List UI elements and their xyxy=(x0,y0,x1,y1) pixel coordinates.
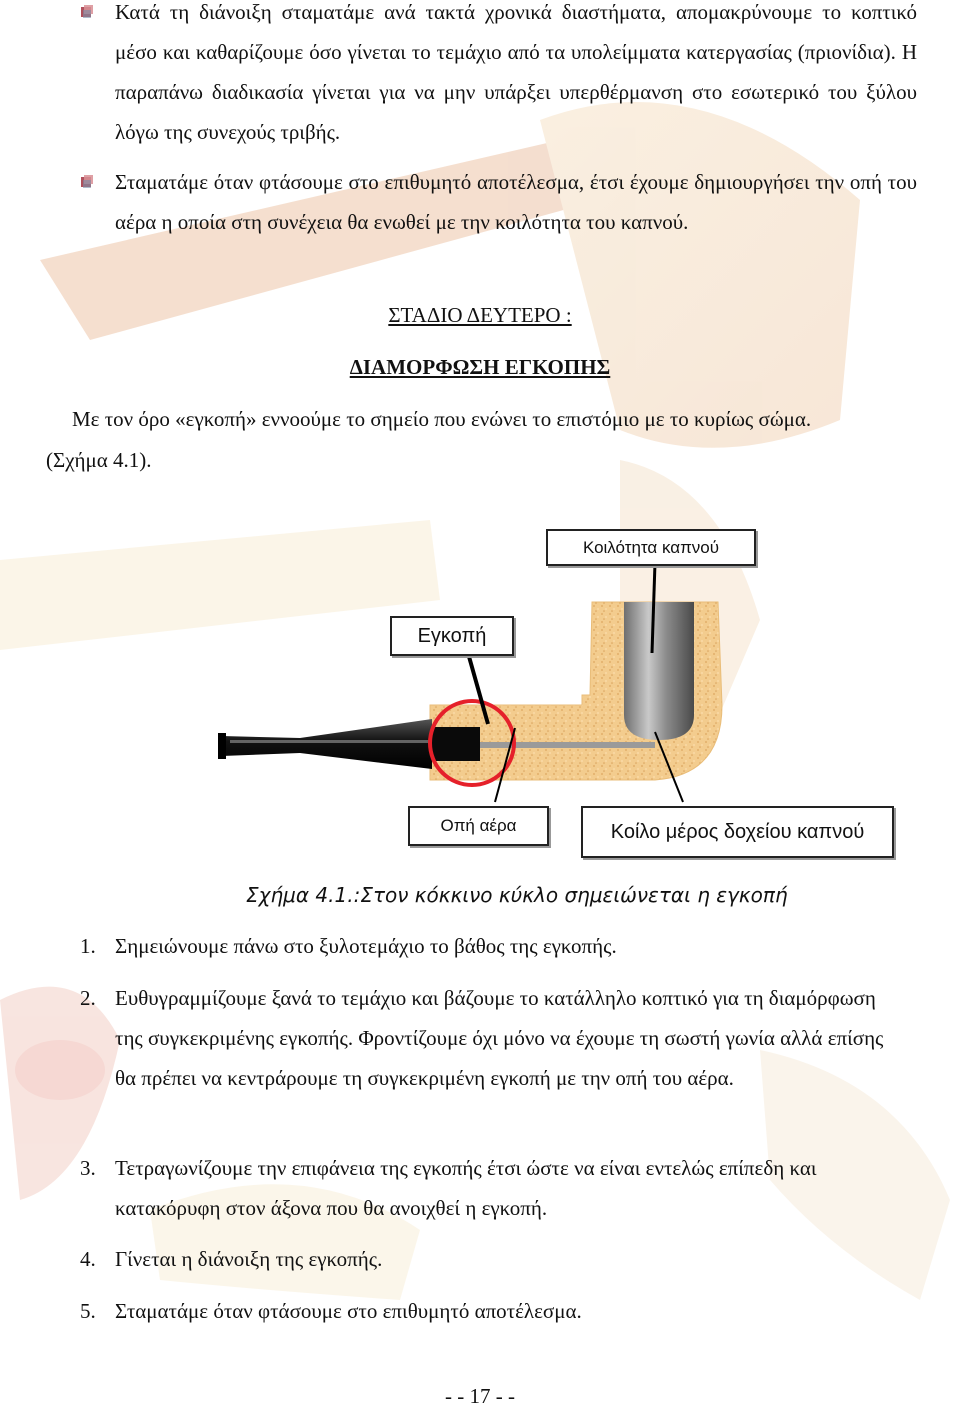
step-text: Σημειώνουμε πάνω στο ξυλοτεμάχιο το βάθος της εγκοπής. xyxy=(115,934,617,958)
label-air-hole: Οπή αέρα xyxy=(408,806,549,846)
figure-caption: Σχήμα 4.1.:Στον κόκκινο κύκλο σημειώνεται η εγκοπή xyxy=(246,883,788,907)
step-number: 4. xyxy=(80,1247,96,1271)
bullet-icon xyxy=(80,175,94,189)
tenon-shape xyxy=(432,727,480,761)
label-notch: Εγκοπή xyxy=(390,616,514,656)
bullet-paragraph: Κατά τη διάνοιξη σταματάμε ανά τακτά χρονικά διαστήματα, απομακρύνουμε το κοπτικό μέσο και καθαρίζουμε όσο γίνεται το τεμάχιο από τα υπολείμματα κατεργασίας (πριονίδια). Η παραπάνω διαδικασία γίνεται για να μην υπάρξει υπερθέρμανση στο εσωτερικό του ξύλου λόγω της συνεχούς τριβής. xyxy=(115,0,917,144)
stage-title: ΣΤΑΔΙΟ ΔΕΥΤΕΡΟ : xyxy=(388,303,572,327)
intro-text: Με τον όρο «εγκοπή» εννοούμε το σημείο που ενώνει το επιστόμιο με το κυρίως σώμα. xyxy=(72,407,812,431)
step-text: Γίνεται η διάνοιξη της εγκοπής. xyxy=(115,1247,383,1271)
bullet-paragraph: Σταματάμε όταν φτάσουμε στο επιθυμητό αποτέλεσμα, έτσι έχουμε δημιουργήσει την οπή του αέρα η οποία στη συνέχεια θα ενωθεί με την κοιλότητα του καπνού. xyxy=(115,170,917,234)
air-hole-line xyxy=(480,742,655,748)
bowl-cavity-shape xyxy=(624,602,694,740)
label-bowl-hollow: Κοίλο μέρος δοχείου καπνού xyxy=(581,806,894,858)
label-bowl-cavity: Κοιλότητα καπνού xyxy=(546,529,756,566)
page-number: - - 17 - - xyxy=(445,1384,515,1408)
step-number: 2. xyxy=(80,986,96,1010)
section-title: ΔΙΑΜΟΡΦΩΣΗ ΕΓΚΟΠΗΣ xyxy=(349,355,611,379)
mouthpiece-stem xyxy=(222,719,432,769)
step-text: Τετραγωνίζουμε την επιφάνεια της εγκοπής έτσι ώστε να είναι εντελώς επίπεδη και κατακόρυφη στον άξονα που θα ανοιχθεί η εγκοπή. xyxy=(115,1156,817,1220)
step-number: 5. xyxy=(80,1299,96,1323)
step-text: Ευθυγραμμίζουμε ξανά το τεμάχιο και βάζουμε το κατάλληλο κοπτικό για τη διαμόρφωση της συγκεκριμένης εγκοπής. Φροντίζουμε όχι μόνο να έχουμε τη σωστή γωνία αλλά επίσης θα πρέπει να κεντράρουμε τη συγκεκριμένη εγκοπή με την οπή του αέρα. xyxy=(115,986,884,1090)
step-text: Σταματάμε όταν φτάσουμε στο επιθυμητό αποτέλεσμα. xyxy=(115,1299,582,1323)
intro-figure-ref: (Σχήμα 4.1). xyxy=(46,448,152,472)
step-number: 1. xyxy=(80,934,96,958)
step-number: 3. xyxy=(80,1156,96,1180)
bullet-icon xyxy=(80,5,94,19)
